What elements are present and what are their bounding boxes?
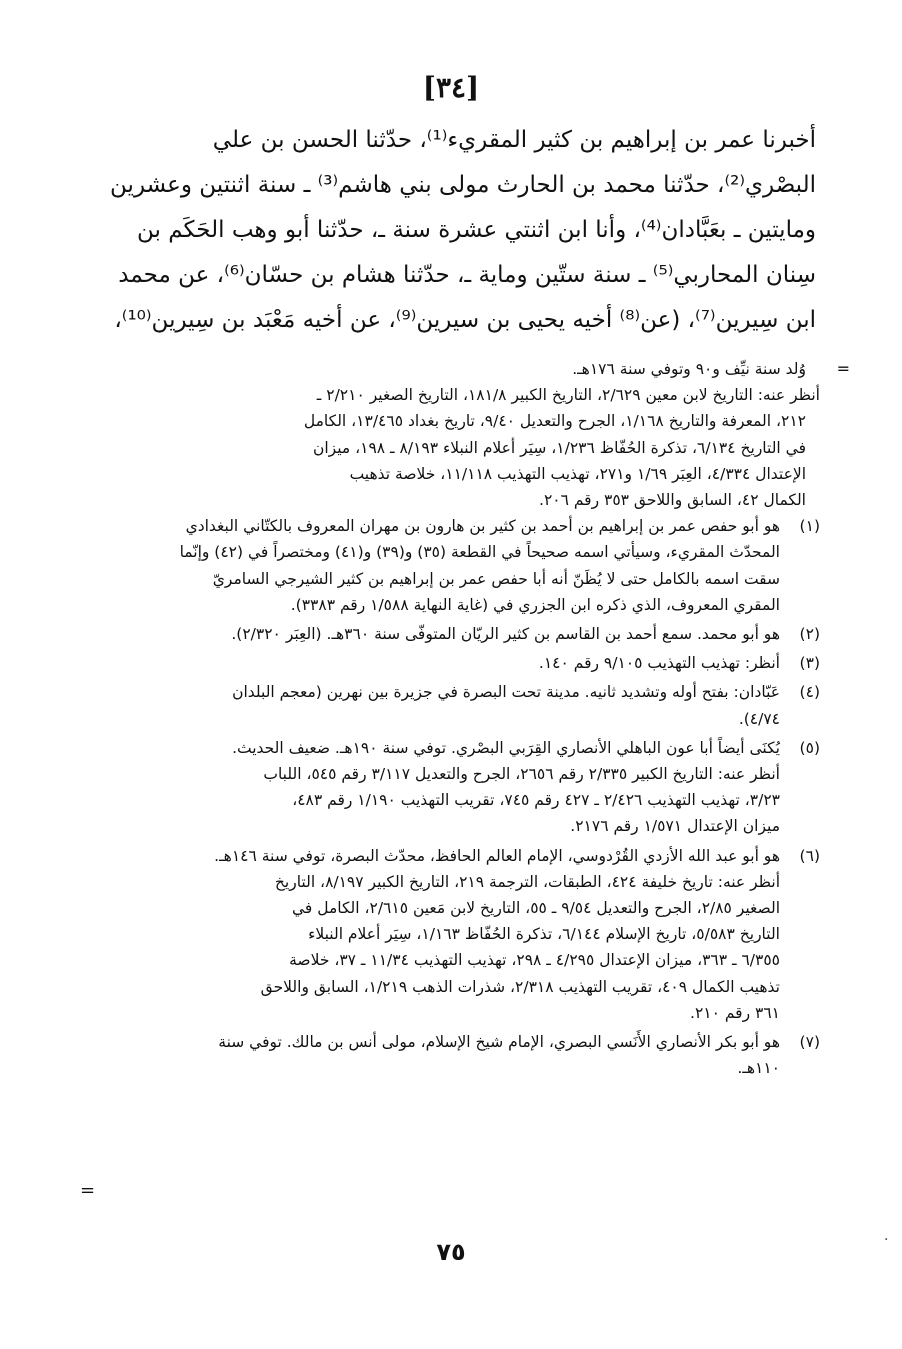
footnote-number: (٢) [799, 625, 820, 644]
footnote-line: أنظر عنه: تاريخ خليفة ٤٢٤، الطبقات، الترجمة ٢١٩، التاريخ الكبير ٨/١٩٧، التاريخ [274, 872, 780, 891]
footnote-line: ٦/٣٥٥ ـ ٣٦٣، ميزان الإعتدال ٤/٢٩٥ ـ ٢٩٨، تهذيب التهذيب ١١/٣٤ ـ ٣٧، خلاصة [289, 951, 780, 970]
footnote-number: (٤) [799, 683, 820, 702]
footnote-1 [96, 513, 820, 618]
footnote-line: الصغير ٢/٨٥، الجرح والتعديل ٩/٥٤ ـ ٥٥، التاريخ لابن مَعين ٢/٦١٥، الكامل في [291, 899, 780, 918]
section-heading: [٣٤] [422, 71, 480, 104]
footnote-line: أنظر: تهذيب التهذيب ٩/١٠٥ رقم ١٤٠. [538, 654, 780, 673]
page-number: ٧٥ [436, 1238, 466, 1266]
footnote-line: تذهيب الكمال ٤٠٩، تقريب التهذيب ٢/٣١٨، شذرات الذهب ١/٢١٩، السابق واللاحق [260, 977, 780, 996]
footnote-3 [96, 650, 820, 676]
edge-mark: · [884, 1232, 889, 1248]
footnote-line: عَبّادان: بفتح أوله وتشديد ثانيه. مدينة تحت البصرة في جزيرة بين نهرين (معجم البلدان [232, 683, 780, 702]
footnote-line: ميزان الإعتدال ١/٥٧١ رقم ٢١٧٦. [570, 817, 780, 836]
main-text [96, 118, 816, 343]
footnote-line: الكمال ٤٢، السابق واللاحق ٣٥٣ رقم ٢٠٦. [539, 491, 806, 510]
footnote-number: (٧) [799, 1033, 820, 1052]
footnote-line: هو أبو حفص عمر بن إبراهيم بن أحمد بن كثير بن هارون بن مهران المعروف بالكتّاني البغدادي [185, 517, 780, 536]
footnote-number: (٣) [799, 654, 820, 673]
footnote-line: المحدّث المقريء، وسيأتي اسمه صحيحاً في القطعة (٣٥) و(٣٩) و(٤١) ومختصراً في (٤٢) وإنّما [179, 543, 780, 562]
footnote-line: أنظر عنه: التاريخ الكبير ٢/٣٣٥ رقم ٢٦٥٦، الجرح والتعديل ٣/١١٧ رقم ٥٤٥، اللباب [263, 765, 780, 784]
continuation-mark: = [836, 359, 850, 378]
footnote-line: هو أبو بكر الأنصاري الأَنَسي البصري، الإمام شيخ الإسلام، مولى أنس بن مالك. توفي سنة [218, 1033, 780, 1052]
main-line: سِنان المحاربي⁽⁵⁾ ـ سنة ستّين وماية ـ، حدّثنا هشام بن حسّان⁽⁶⁾، عن محمد [118, 262, 816, 288]
footnote-line: هو أبو عبد الله الأزدي القُرْدوسي، الإمام العالم الحافظ، محدّث البصرة، توفي سنة ١٤٦هـ. [214, 846, 780, 865]
continued-footnote [96, 356, 850, 513]
footnote-line: في التاريخ ٦/١٣٤، تذكرة الحُفّاظ ١/٢٣٦، سِيَر أعلام النبلاء ٨/١٩٣ ـ ١٩٨، ميزان [312, 438, 806, 457]
footnote-5 [96, 735, 820, 840]
continues-mark: = [80, 1180, 96, 1201]
main-line: ومايتين ـ بعَبَّادان⁽⁴⁾، وأنا ابن اثنتي عشرة سنة ـ، حدّثنا أبو وهب الحَكَم بن [137, 217, 816, 243]
main-line: البصْري⁽²⁾، حدّثنا محمد بن الحارث مولى بني هاشم⁽³⁾ ـ سنة اثنتين وعشرين [110, 172, 816, 198]
footnote-line: هو أبو محمد. سمع أحمد بن القاسم بن كثير الريّان المتوفّى سنة ٣٦٠هـ. (العِبَر ٢/٣٢٠). [231, 625, 780, 644]
footnote-7 [96, 1029, 820, 1081]
footnote-2 [96, 621, 820, 647]
main-line: أخبرنا عمر بن إبراهيم بن كثير المقريء⁽¹⁾، حدّثنا الحسن بن علي [212, 127, 816, 153]
footnote-number: (١) [799, 517, 820, 536]
footnote-line: سقت اسمه بالكامل حتى لا يُظَنّ أنه أبا حفص عمر بن إبراهيم بن كثير الشيرجي السامريّ [212, 569, 780, 588]
footnote-line: التاريخ ٥/٥٨٣، تاريخ الإسلام ٦/١٤٤، تذكرة الحُفّاظ ١/١٦٣، سِيَر أعلام النبلاء [308, 925, 780, 944]
footnote-4 [96, 679, 820, 731]
footnote-line: المقري المعروف، الذي ذكره ابن الجزري في (غاية النهاية ١/٥٨٨ رقم ٣٣٨٣). [290, 595, 780, 614]
footnote-line: ٣٦١ رقم ٢١٠. [690, 1003, 780, 1022]
footnote-line: ٤/٧٤). [738, 709, 780, 728]
main-line: ابن سِيرين⁽⁷⁾، (عن⁽⁸⁾ أخيه يحيى بن سيرين⁽⁹⁾، عن أخيه مَعْبَد بن سِيرين⁽¹⁰⁾، [114, 307, 816, 333]
footnote-line: أنظر عنه: التاريخ لابن معين ٢/٦٢٩، التاريخ الكبير ١٨١/٨، التاريخ الصغير ٢/٢١٠ ـ [316, 386, 820, 405]
footnote-line: ١١٠هـ. [737, 1059, 780, 1078]
footnote-line: الإعتدال ٤/٣٣٤، العِبَر ١/٦٩ و٢٧١، تهذيب التهذيب ١١/١١٨، خلاصة تذهيب [349, 464, 806, 483]
footnote-line: ٣/٢٣، تهذيب التهذيب ٢/٤٢٦ ـ ٤٢٧ رقم ٧٤٥، تقريب التهذيب ١/١٩٠ رقم ٤٨٣، [292, 791, 780, 810]
footnote-number: (٦) [799, 846, 820, 865]
footnote-line: وُلد سنة نيِّف و٩٠ وتوفي سنة ١٧٦هـ. [572, 360, 806, 378]
footnote-line: يُكنَى أيضاً أبا عون الباهلي الأنصاري القِرَبي البصْري. توفي سنة ١٩٠هـ. ضعيف الحديث. [232, 738, 780, 757]
footnote-line: ٢١٢، المعرفة والتاريخ ١/١٦٨، الجرح والتعديل ٩/٤٠، تاريخ بغداد ١٣/٤٦٥، الكامل [303, 412, 806, 431]
footnotes [96, 356, 850, 1084]
footnote-6 [96, 843, 820, 1026]
footnote-number: (٥) [799, 738, 820, 757]
